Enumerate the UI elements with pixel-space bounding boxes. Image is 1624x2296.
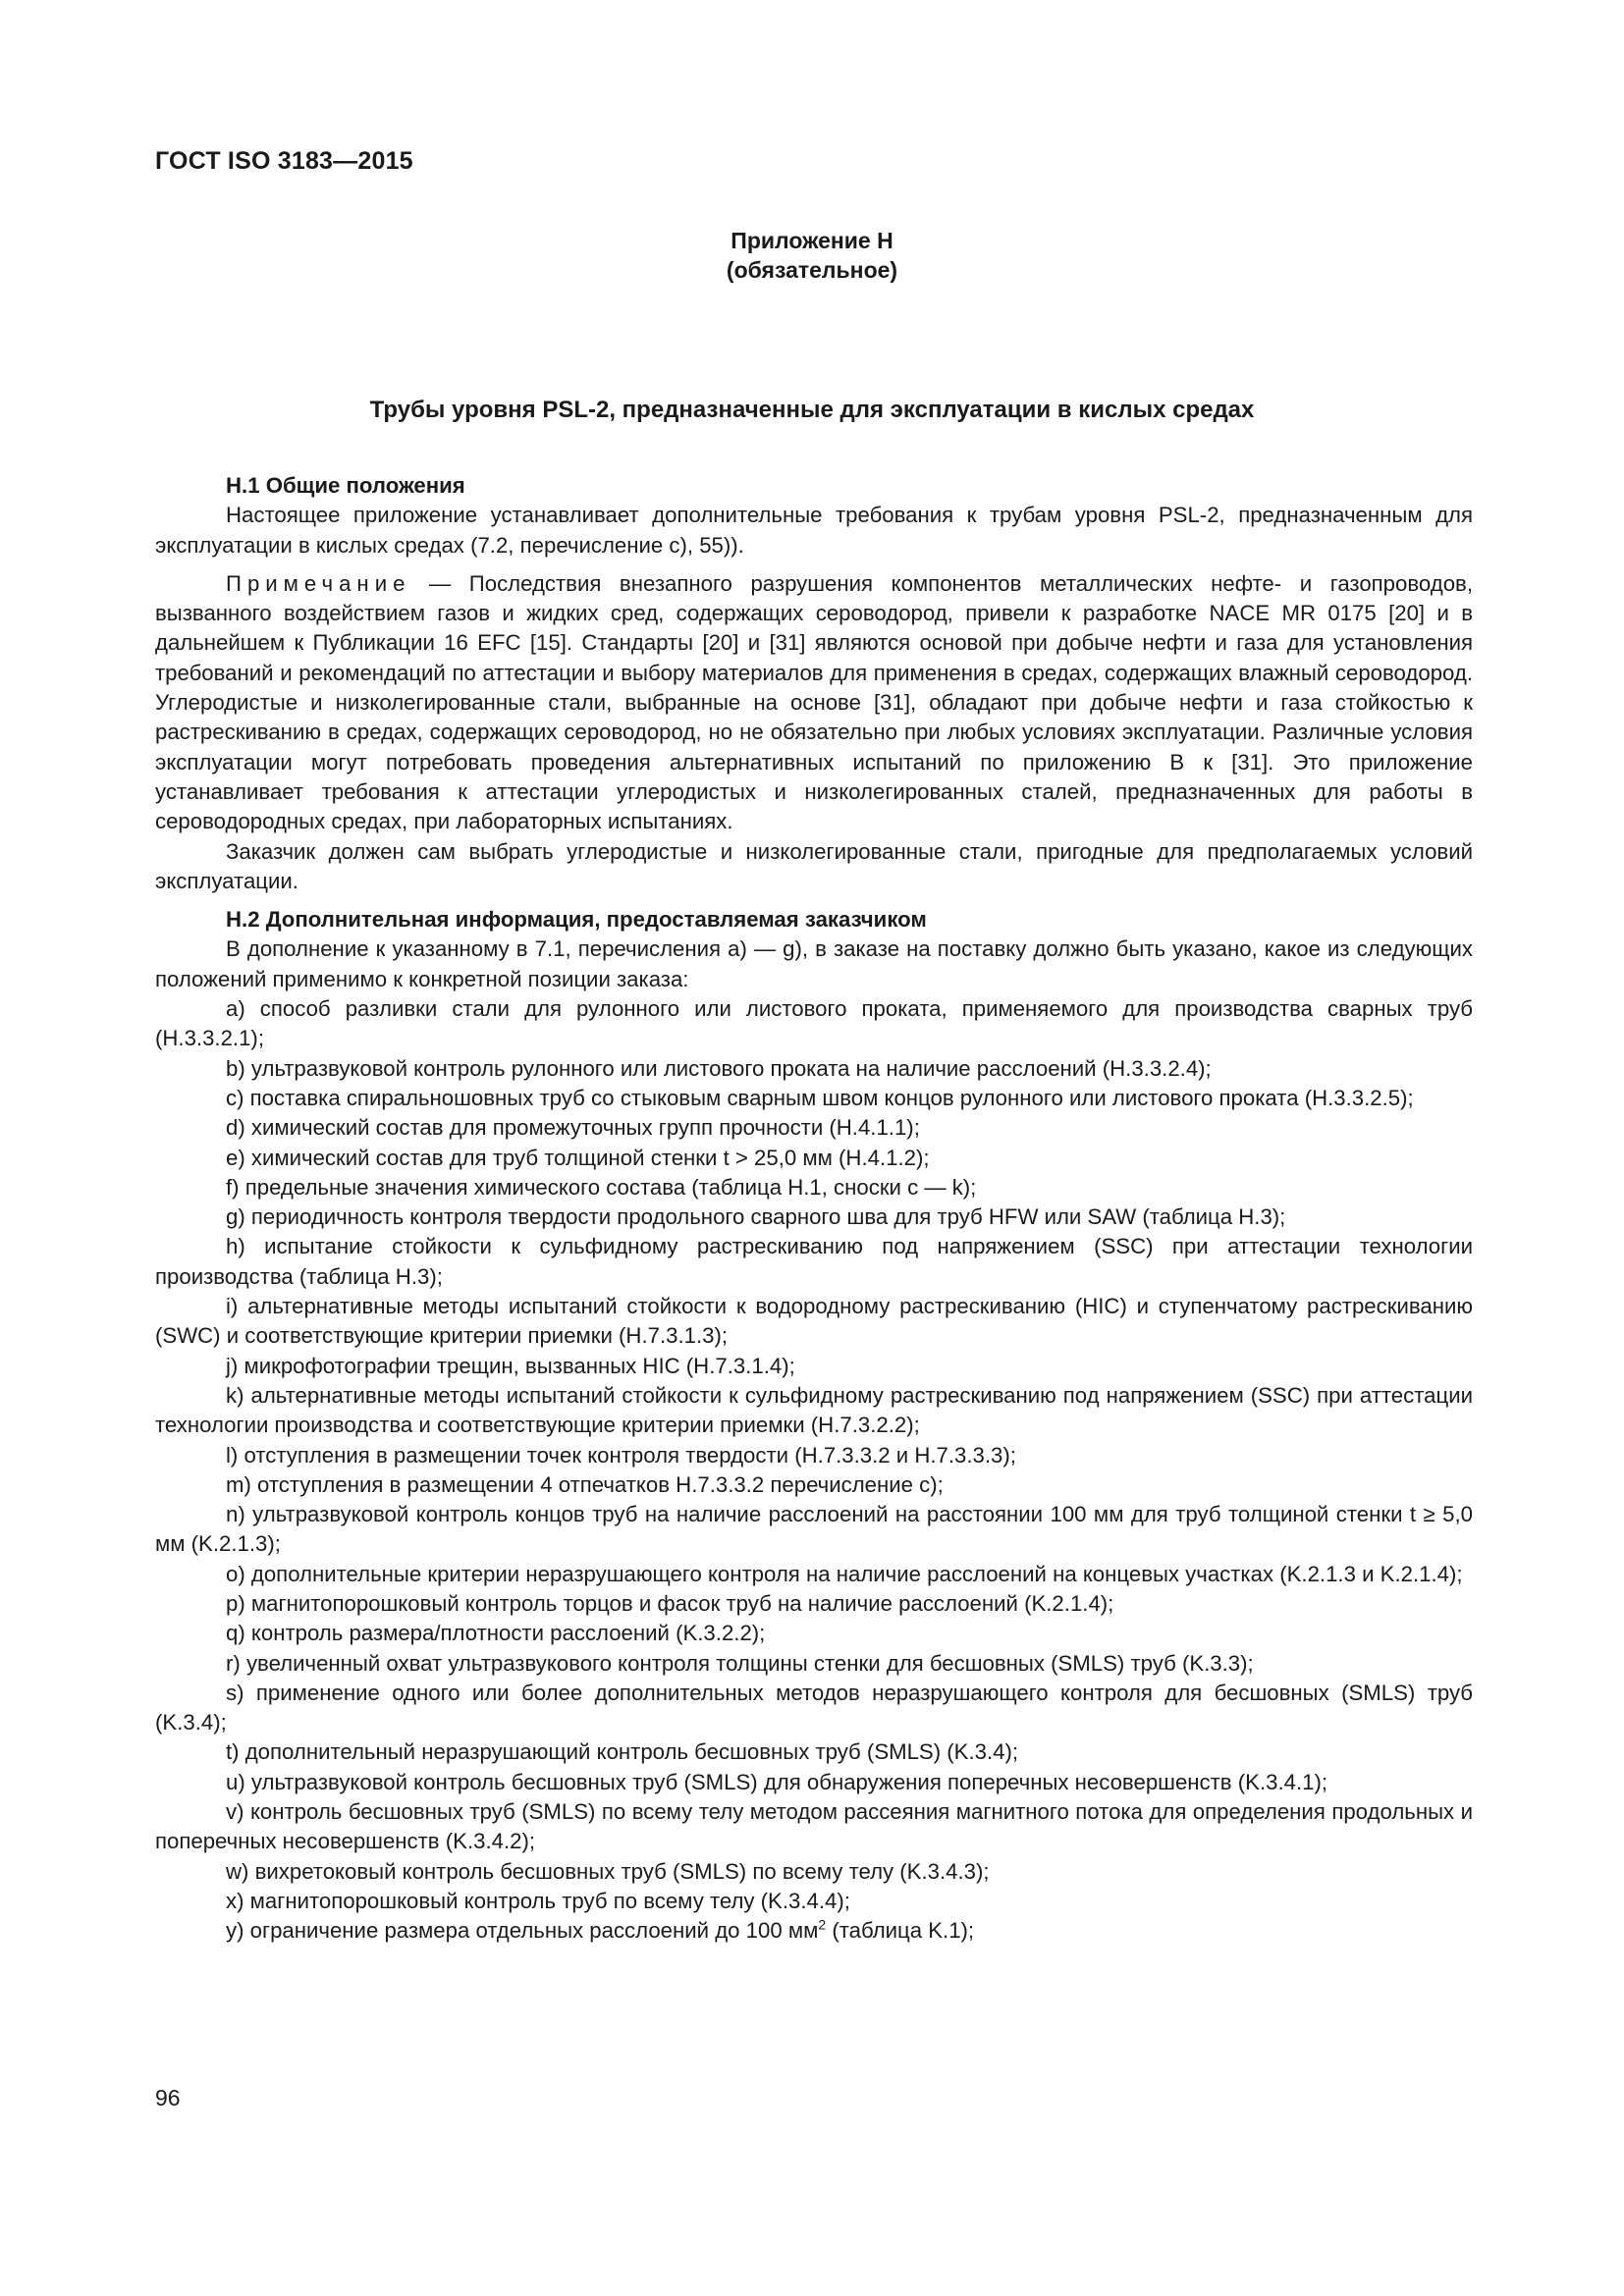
list-item: o) дополнительные критерии неразрушающего контроля на наличие расслоений на концевых участках (K.2.1.3 и K.2.1.4); [226,1561,1463,1586]
note-paragraph [155,569,1473,837]
section-h2-intro: В дополнение к указанному в 7.1, перечисления a) — g), в заказе на поставку должно быть указано, какое из следующих положений применимо к конкретной позиции заказа: [155,936,1473,991]
requirements-list [155,994,1473,1916]
list-item: c) поставка спиральношовных труб со стыковым сварным швом концов рулонного или листового проката (H.3.3.2.5); [226,1085,1414,1110]
list-item: w) вихретоковый контроль бесшовных труб (SMLS) по всему телу (K.3.4.3); [226,1858,990,1884]
list-item: l) отступления в размещении точек контроля твердости (H.7.3.3.2 и H.7.3.3.3); [226,1442,1016,1468]
list-item-y-tail: (таблица K.1); [826,1918,975,1944]
list-item: q) контроль размера/плотности расслоений (K.3.2.2); [226,1621,766,1646]
list-item: v) контроль бесшовных труб (SMLS) по всему телу методом рассеяния магнитного потока для определения продольных и поперечных несовершенств (K.3.4.2); [155,1799,1473,1854]
section-h1-paragraph: Настоящее приложение устанавливает дополнительные требования к трубам уровня PSL-2, предназначенным для эксплуатации в кислых средах (7.2, перечисление с), 55)). [155,503,1473,558]
list-item [155,1916,1473,1946]
list-item-y-text: y) ограничение размера отдельных расслоений до 100 мм [226,1918,819,1944]
list-item: s) применение одного или более дополнительных методов неразрушающего контроля для бесшовных (SMLS) труб (K.3.4); [155,1680,1473,1735]
list-item: f) предельные значения химического состава (таблица H.1, сноски с — k); [226,1174,977,1200]
note-text: — Последствия внезапного разрушения компонентов металлических нефте- и газопроводов, вызванного воздействием газов и жидких сред, содержащих сероводород, привели к разработке NACE MR 0175 [20] и в дальнейшем к Публикации 16 EFC [15]. Стандарты [20] и [31] являются основой при добыче нефти и газа для установления требований и рекомендаций по аттестации и выбору материалов для применения в средах, содержащих влажный сероводород. Углеродистые и низколегированные стали, выбранные на основе [31], обладают при добыче нефти и газа стойкостью к растрескиванию в средах, содержащих сероводород, но не обязательно при любых условиях эксплуатации. Различные условия эксплуатации могут потребовать проведения альтернативных испытаний по приложению В к [31]. Это приложение устанавливает требования к аттестации углеродистых и низколегированных сталей, предназначенных для работы в сероводородных средах, при лабораторных испытаниях. [155,570,1473,834]
annex-status: (обязательное) [726,257,898,283]
list-item: b) ультразвуковой контроль рулонного или листового проката на наличие расслоений (H.3.3.2.4); [226,1055,1212,1081]
list-item: k) альтернативные методы испытаний стойкости к сульфидному растрескиванию под напряжением (SSC) при аттестации технологии производства и соответствующие критерии приемки (H.7.3.2.2); [155,1382,1473,1438]
annex-heading: Трубы уровня PSL-2, предназначенные для эксплуатации в кислых средах [369,397,1255,423]
list-item: r) увеличенный охват ультразвукового контроля толщины стенки для бесшовных (SMLS) труб (K.3.3); [226,1650,1254,1676]
section-h1-paragraph-2: Заказчик должен сам выбрать углеродистые и низколегированные стали, пригодные для предполагаемых условий эксплуатации. [155,838,1473,893]
superscript: 2 [818,1916,827,1933]
list-item: a) способ разливки стали для рулонного или листового проката, применяемого для производства сварных труб (H.3.3.2.1); [155,996,1473,1051]
list-item: d) химический состав для промежуточных групп прочности (H.4.1.1); [226,1115,920,1141]
list-item: e) химический состав для труб толщиной стенки t > 25,0 мм (H.4.1.2); [226,1145,930,1170]
list-item: n) ультразвуковой контроль концов труб на наличие расслоений на расстоянии 100 мм для труб толщиной стенки t ≥ 5,0 мм (K.2.1.3); [155,1502,1473,1557]
list-item: t) дополнительный неразрушающий контроль бесшовных труб (SMLS) (K.3.4); [226,1739,1019,1765]
list-item: i) альтернативные методы испытаний стойкости к водородному растрескиванию (HIC) и ступенчатому растрескиванию (SWC) и соответствующие критерии приемки (H.7.3.1.3); [155,1294,1473,1349]
list-item: j) микрофотографии трещин, вызванных HIC (H.7.3.1.4); [226,1353,795,1378]
list-item: h) испытание стойкости к сульфидному растрескиванию под напряжением (SSC) при аттестации технологии производства (таблица H.3); [155,1234,1473,1289]
note-label: Примечание [226,570,411,596]
section-h1-heading: H.1 Общие положения [226,473,465,498]
list-item: m) отступления в размещении 4 отпечатков H.7.3.3.2 перечисление с); [226,1471,944,1497]
annex-title: Приложение H [731,228,893,253]
document-id: ГОСТ ISO 3183—2015 [155,147,413,175]
page-number: 96 [155,2085,181,2110]
list-item: u) ультразвуковой контроль бесшовных труб (SMLS) для обнаружения поперечных несовершенств (K.3.4.1); [226,1769,1328,1794]
list-item: p) магнитопорошковый контроль торцов и фасок труб на наличие расслоений (K.2.1.4); [226,1590,1114,1616]
list-item: x) магнитопорошковый контроль труб по всему телу (K.3.4.4); [226,1888,850,1913]
document-body [155,471,1473,1947]
section-h2-heading: H.2 Дополнительная информация, предоставляемая заказчиком [226,907,927,933]
list-item: g) периодичность контроля твердости продольного сварного шва для труб HFW или SAW (таблица H.3); [226,1204,1286,1230]
